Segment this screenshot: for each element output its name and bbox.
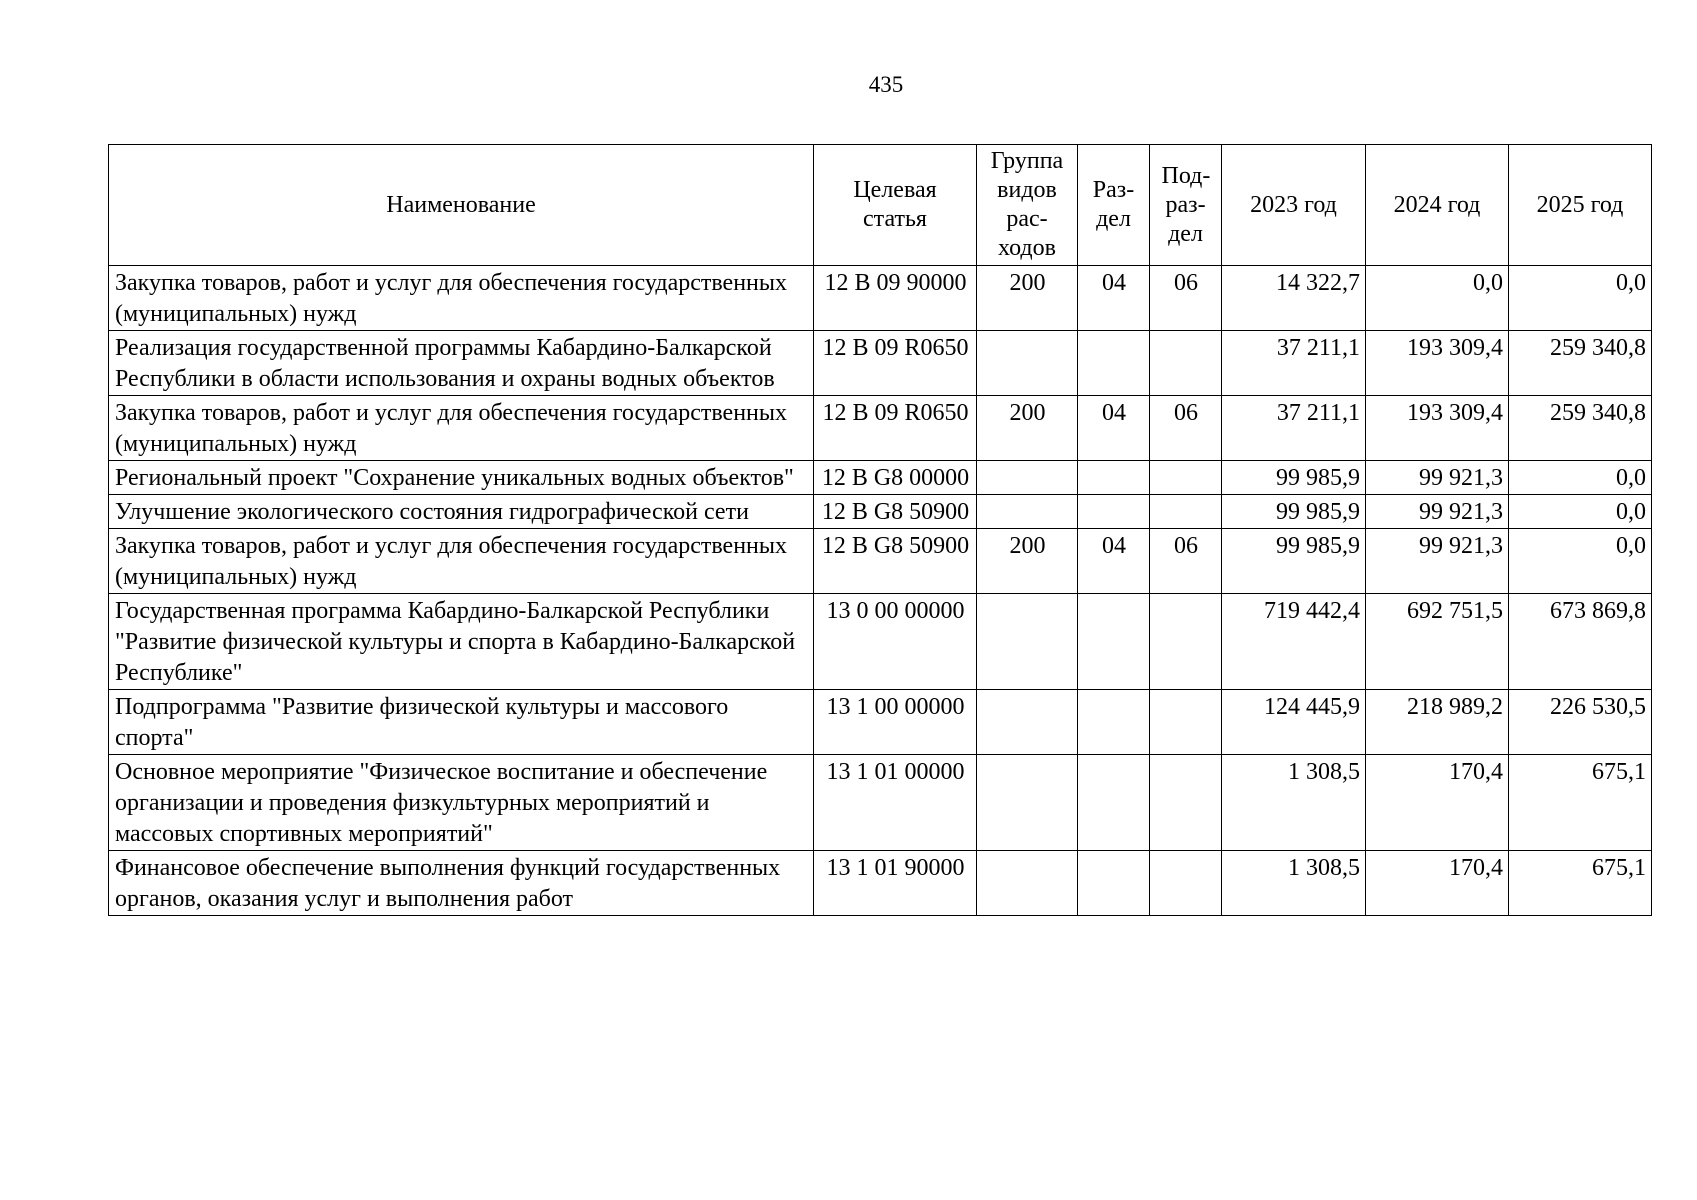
value-2023-cell: 99 985,9 [1222, 495, 1366, 529]
value-2024-cell: 170,4 [1366, 851, 1509, 916]
name-cell: Закупка товаров, работ и услуг для обеспечения государственных (муниципальных) нужд [109, 396, 814, 461]
value-2025-cell: 226 530,5 [1509, 690, 1652, 755]
target-cell: 13 1 01 00000 [814, 755, 977, 851]
section-cell [1078, 755, 1150, 851]
value-2025-cell: 0,0 [1509, 266, 1652, 331]
value-2024-cell: 99 921,3 [1366, 529, 1509, 594]
target-cell: 12 В G8 00000 [814, 461, 977, 495]
table-header-row [109, 145, 1652, 266]
value-2023-cell: 99 985,9 [1222, 461, 1366, 495]
name-cell: Реализация государственной программы Кабардино-Балкарской Республики в области использования и охраны водных объектов [109, 331, 814, 396]
table-row [109, 461, 1652, 495]
target-cell: 12 В G8 50900 [814, 529, 977, 594]
section-cell [1078, 331, 1150, 396]
table-row [109, 495, 1652, 529]
value-2025-cell: 675,1 [1509, 755, 1652, 851]
header-group [977, 145, 1078, 266]
value-2023-cell: 37 211,1 [1222, 331, 1366, 396]
group-cell [977, 755, 1078, 851]
page-number: 435 [868, 72, 904, 97]
subsection-cell [1150, 755, 1222, 851]
table-row [109, 851, 1652, 916]
section-cell [1078, 594, 1150, 690]
header-section [1078, 145, 1150, 266]
name-cell: Государственная программа Кабардино-Балкарской Республики "Развитие физической культуры и спорта в Кабардино-Балкарской Республике" [109, 594, 814, 690]
header-target [814, 145, 977, 266]
name-cell: Основное мероприятие "Физическое воспитание и обеспечение организации и проведения физкультурных мероприятий и массовых спортивных мероприятий" [109, 755, 814, 851]
value-2023-cell: 99 985,9 [1222, 529, 1366, 594]
table-row [109, 331, 1652, 396]
header-subsection [1150, 145, 1222, 266]
value-2025-cell: 259 340,8 [1509, 331, 1652, 396]
section-cell: 04 [1078, 266, 1150, 331]
header-section-text: Раз-дел [1092, 177, 1135, 232]
target-cell: 12 В G8 50900 [814, 495, 977, 529]
section-cell [1078, 495, 1150, 529]
group-cell [977, 461, 1078, 495]
value-2025-cell: 0,0 [1509, 461, 1652, 495]
table-row [109, 396, 1652, 461]
section-cell [1078, 851, 1150, 916]
subsection-cell: 06 [1150, 529, 1222, 594]
name-cell: Закупка товаров, работ и услуг для обеспечения государственных (муниципальных) нужд [109, 529, 814, 594]
header-2024: 2024 год [1366, 145, 1509, 266]
table-row [109, 690, 1652, 755]
group-cell: 200 [977, 396, 1078, 461]
subsection-cell [1150, 690, 1222, 755]
subsection-cell [1150, 461, 1222, 495]
table-row [109, 594, 1652, 690]
name-cell: Улучшение экологического состояния гидрографической сети [109, 495, 814, 529]
value-2025-cell: 0,0 [1509, 495, 1652, 529]
section-cell: 04 [1078, 529, 1150, 594]
table-body [109, 266, 1652, 916]
value-2024-cell: 218 989,2 [1366, 690, 1509, 755]
budget-table [108, 144, 1652, 916]
value-2023-cell: 124 445,9 [1222, 690, 1366, 755]
name-cell: Подпрограмма "Развитие физической культуры и массового спорта" [109, 690, 814, 755]
group-cell [977, 331, 1078, 396]
value-2024-cell: 99 921,3 [1366, 495, 1509, 529]
value-2024-cell: 170,4 [1366, 755, 1509, 851]
table-row [109, 266, 1652, 331]
target-cell: 12 В 09 R0650 [814, 396, 977, 461]
subsection-cell: 06 [1150, 266, 1222, 331]
subsection-cell [1150, 594, 1222, 690]
value-2024-cell: 193 309,4 [1366, 396, 1509, 461]
table-row [109, 755, 1652, 851]
value-2024-cell: 692 751,5 [1366, 594, 1509, 690]
header-name: Наименование [109, 145, 814, 266]
group-cell [977, 690, 1078, 755]
table-row [109, 529, 1652, 594]
group-cell [977, 594, 1078, 690]
value-2025-cell: 259 340,8 [1509, 396, 1652, 461]
value-2024-cell: 99 921,3 [1366, 461, 1509, 495]
group-cell: 200 [977, 266, 1078, 331]
value-2025-cell: 673 869,8 [1509, 594, 1652, 690]
subsection-cell: 06 [1150, 396, 1222, 461]
target-cell: 12 В 09 90000 [814, 266, 977, 331]
value-2024-cell: 0,0 [1366, 266, 1509, 331]
target-cell: 13 1 00 00000 [814, 690, 977, 755]
section-cell [1078, 690, 1150, 755]
section-cell [1078, 461, 1150, 495]
value-2023-cell: 1 308,5 [1222, 755, 1366, 851]
name-cell: Закупка товаров, работ и услуг для обеспечения государственных (муниципальных) нужд [109, 266, 814, 331]
value-2024-cell: 193 309,4 [1366, 331, 1509, 396]
group-cell: 200 [977, 529, 1078, 594]
subsection-cell [1150, 331, 1222, 396]
name-cell: Финансовое обеспечение выполнения функций государственных органов, оказания услуг и выполнения работ [109, 851, 814, 916]
target-cell: 13 0 00 00000 [814, 594, 977, 690]
section-cell: 04 [1078, 396, 1150, 461]
value-2023-cell: 37 211,1 [1222, 396, 1366, 461]
subsection-cell [1150, 495, 1222, 529]
name-cell: Региональный проект "Сохранение уникальных водных объектов" [109, 461, 814, 495]
subsection-cell [1150, 851, 1222, 916]
value-2025-cell: 0,0 [1509, 529, 1652, 594]
header-target-text: Целевая статья [853, 177, 937, 232]
header-group-text: Группа видов рас-ходов [990, 148, 1064, 261]
group-cell [977, 495, 1078, 529]
header-2023: 2023 год [1222, 145, 1366, 266]
value-2023-cell: 1 308,5 [1222, 851, 1366, 916]
target-cell: 12 В 09 R0650 [814, 331, 977, 396]
target-cell: 13 1 01 90000 [814, 851, 977, 916]
header-2025: 2025 год [1509, 145, 1652, 266]
group-cell [977, 851, 1078, 916]
value-2023-cell: 719 442,4 [1222, 594, 1366, 690]
value-2025-cell: 675,1 [1509, 851, 1652, 916]
value-2023-cell: 14 322,7 [1222, 266, 1366, 331]
header-subsection-text: Под-раз-дел [1161, 162, 1211, 247]
